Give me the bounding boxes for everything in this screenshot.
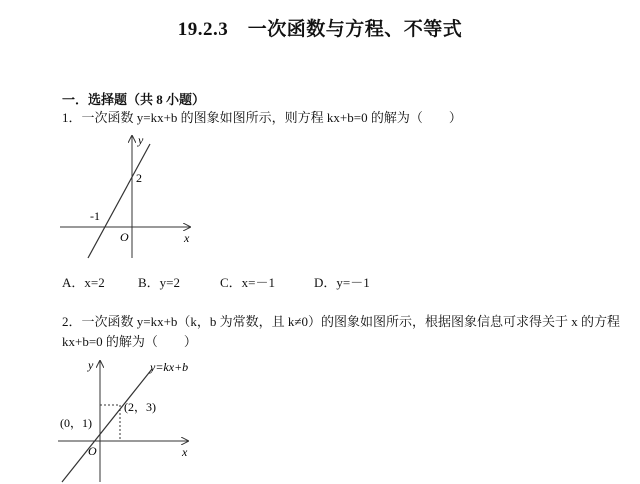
function-line (88, 144, 150, 258)
section-heading: 一．选择题（共 8 小题） (62, 92, 206, 107)
page-title: 19.2.3 一次函数与方程、不等式 (177, 19, 463, 40)
choice-b[interactable]: B．y=2 (138, 275, 181, 290)
y-axis-label: y (88, 358, 94, 372)
point-b-label: (0，1) (60, 416, 92, 430)
y-intercept-label: 2 (136, 171, 142, 185)
x-intercept-label: -1 (90, 209, 100, 223)
choice-a[interactable]: A．x=2 (62, 275, 105, 290)
question-2-graph (58, 355, 208, 484)
y-axis-label: y (138, 133, 144, 147)
choice-d[interactable]: D．y=－1 (314, 275, 370, 290)
origin-label: O (120, 230, 129, 244)
choice-c[interactable]: C．x=－1 (220, 275, 276, 290)
x-axis-label: x (184, 231, 190, 245)
x-axis-label: x (182, 445, 188, 459)
question-1-graph (58, 130, 208, 262)
question-2-text: 2．一次函数 y=kx+b（k，b 为常数，且 k≠0）的图象如图所示，根据图象信息可求得关于 x 的方程 kx+b=0 的解为（ ） (62, 314, 621, 349)
origin-label: O (88, 444, 97, 458)
point-a-label: (2，3) (124, 400, 156, 414)
line-equation-label: y=kx+b (150, 360, 189, 374)
question-1-text: 1．一次函数 y=kx+b 的图象如图所示，则方程 kx+b=0 的解为（ ） (62, 110, 462, 125)
